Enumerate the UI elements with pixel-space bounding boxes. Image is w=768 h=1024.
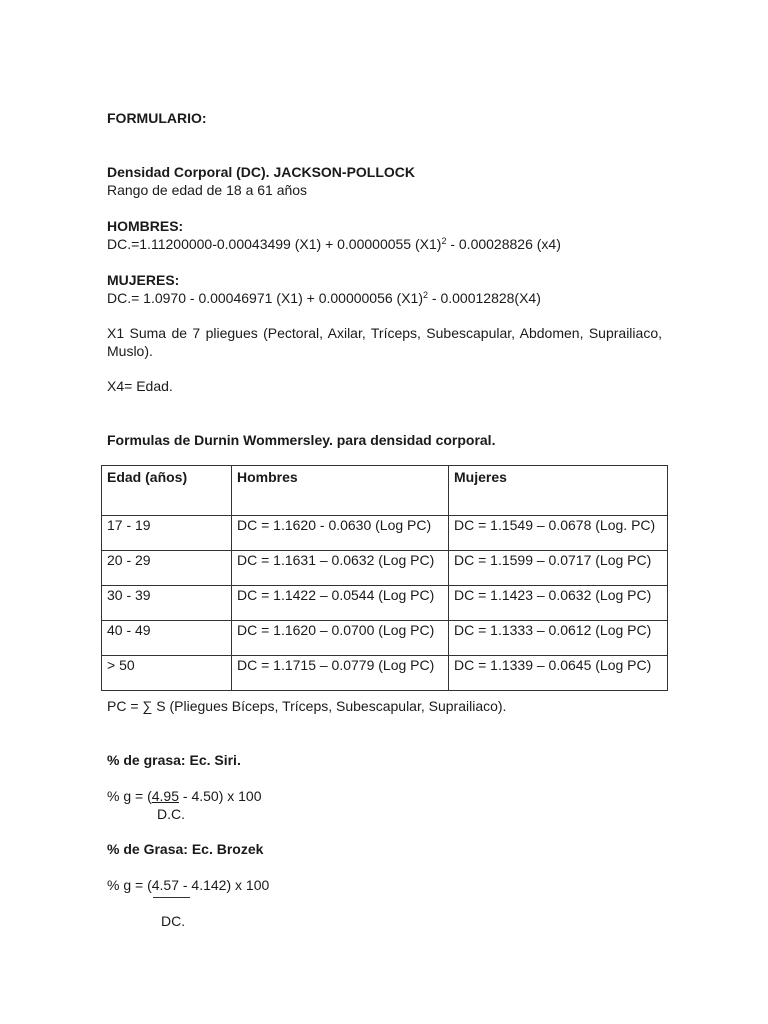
- women-formula-part-b: - 0.00012828(X4): [428, 290, 541, 306]
- age-cell: 20 - 29: [102, 551, 232, 586]
- women-cell: DC = 1.1423 – 0.0632 (Log PC): [449, 586, 668, 621]
- age-cell: 30 - 39: [102, 586, 232, 621]
- column-header-age: Edad (años): [102, 466, 232, 516]
- women-cell: DC = 1.1549 – 0.0678 (Log. PC): [449, 516, 668, 551]
- men-formula: [107, 235, 561, 253]
- women-exponent: 2: [423, 290, 429, 300]
- column-header-women: Mujeres: [449, 466, 668, 516]
- men-cell: DC = 1.1422 – 0.0544 (Log PC): [232, 586, 449, 621]
- men-exponent: 2: [441, 236, 447, 246]
- siri-numerator: 4.95: [151, 788, 179, 804]
- table-row: [102, 516, 668, 551]
- men-formula-part-b: - 0.00028826 (x4): [446, 236, 561, 252]
- men-cell: DC = 1.1620 – 0.0700 (Log PC): [232, 621, 449, 656]
- durnin-table: [101, 465, 668, 691]
- age-cell: 17 - 19: [102, 516, 232, 551]
- age-cell: 40 - 49: [102, 621, 232, 656]
- fraction-bar: [153, 897, 190, 898]
- durnin-heading: Formulas de Durnin Wommersley. para densidad corporal.: [107, 432, 496, 448]
- men-label: HOMBRES:: [107, 218, 184, 234]
- table-row: [102, 621, 668, 656]
- age-cell: > 50: [102, 656, 232, 691]
- x4-definition: X4= Edad.: [107, 378, 173, 394]
- women-cell: DC = 1.1599 – 0.0717 (Log PC): [449, 551, 668, 586]
- age-range: Rango de edad de 18 a 61 años: [107, 182, 308, 198]
- women-label: MUJERES:: [107, 272, 180, 288]
- siri-suffix: - 4.50) x 100: [179, 788, 262, 804]
- pc-note: PC = ∑ S (Pliegues Bíceps, Tríceps, Subescapular, Suprailiaco).: [107, 698, 507, 714]
- siri-heading: % de grasa: Ec. Siri.: [107, 752, 241, 768]
- women-cell: DC = 1.1339 – 0.0645 (Log PC): [449, 656, 668, 691]
- women-formula-part-a: DC.= 1.0970 - 0.00046971 (X1) + 0.00000056 (X1): [107, 290, 423, 306]
- women-cell: DC = 1.1333 – 0.0612 (Log PC): [449, 621, 668, 656]
- brozek-denominator: DC.: [161, 913, 186, 929]
- brozek-heading: % de Grasa: Ec. Brozek: [107, 841, 264, 857]
- men-cell: DC = 1.1631 – 0.0632 (Log PC): [232, 551, 449, 586]
- siri-formula: [107, 787, 262, 805]
- page-title: FORMULARIO:: [107, 110, 207, 126]
- men-formula-part-a: DC.=1.11200000-0.00043499 (X1) + 0.00000055 (X1): [107, 236, 442, 252]
- women-formula: [107, 289, 541, 307]
- column-header-men: Hombres: [232, 466, 449, 516]
- table-row: [102, 656, 668, 691]
- table-row: [102, 551, 668, 586]
- table-header-row: [102, 466, 668, 516]
- siri-denominator: D.C.: [157, 806, 185, 822]
- x1-definition: X1 Suma de 7 pliegues (Pectoral, Axilar, Tríceps, Subescapular, Abdomen, Suprailiaco, Muslo).: [107, 325, 662, 359]
- siri-prefix: % g = (: [107, 788, 152, 804]
- brozek-formula: % g = (4.57 - 4.142) x 100: [107, 877, 270, 893]
- table-row: [102, 586, 668, 621]
- jackson-heading: Densidad Corporal (DC). JACKSON-POLLOCK: [107, 164, 416, 180]
- men-cell: DC = 1.1715 – 0.0779 (Log PC): [232, 656, 449, 691]
- men-cell: DC = 1.1620 - 0.0630 (Log PC): [232, 516, 449, 551]
